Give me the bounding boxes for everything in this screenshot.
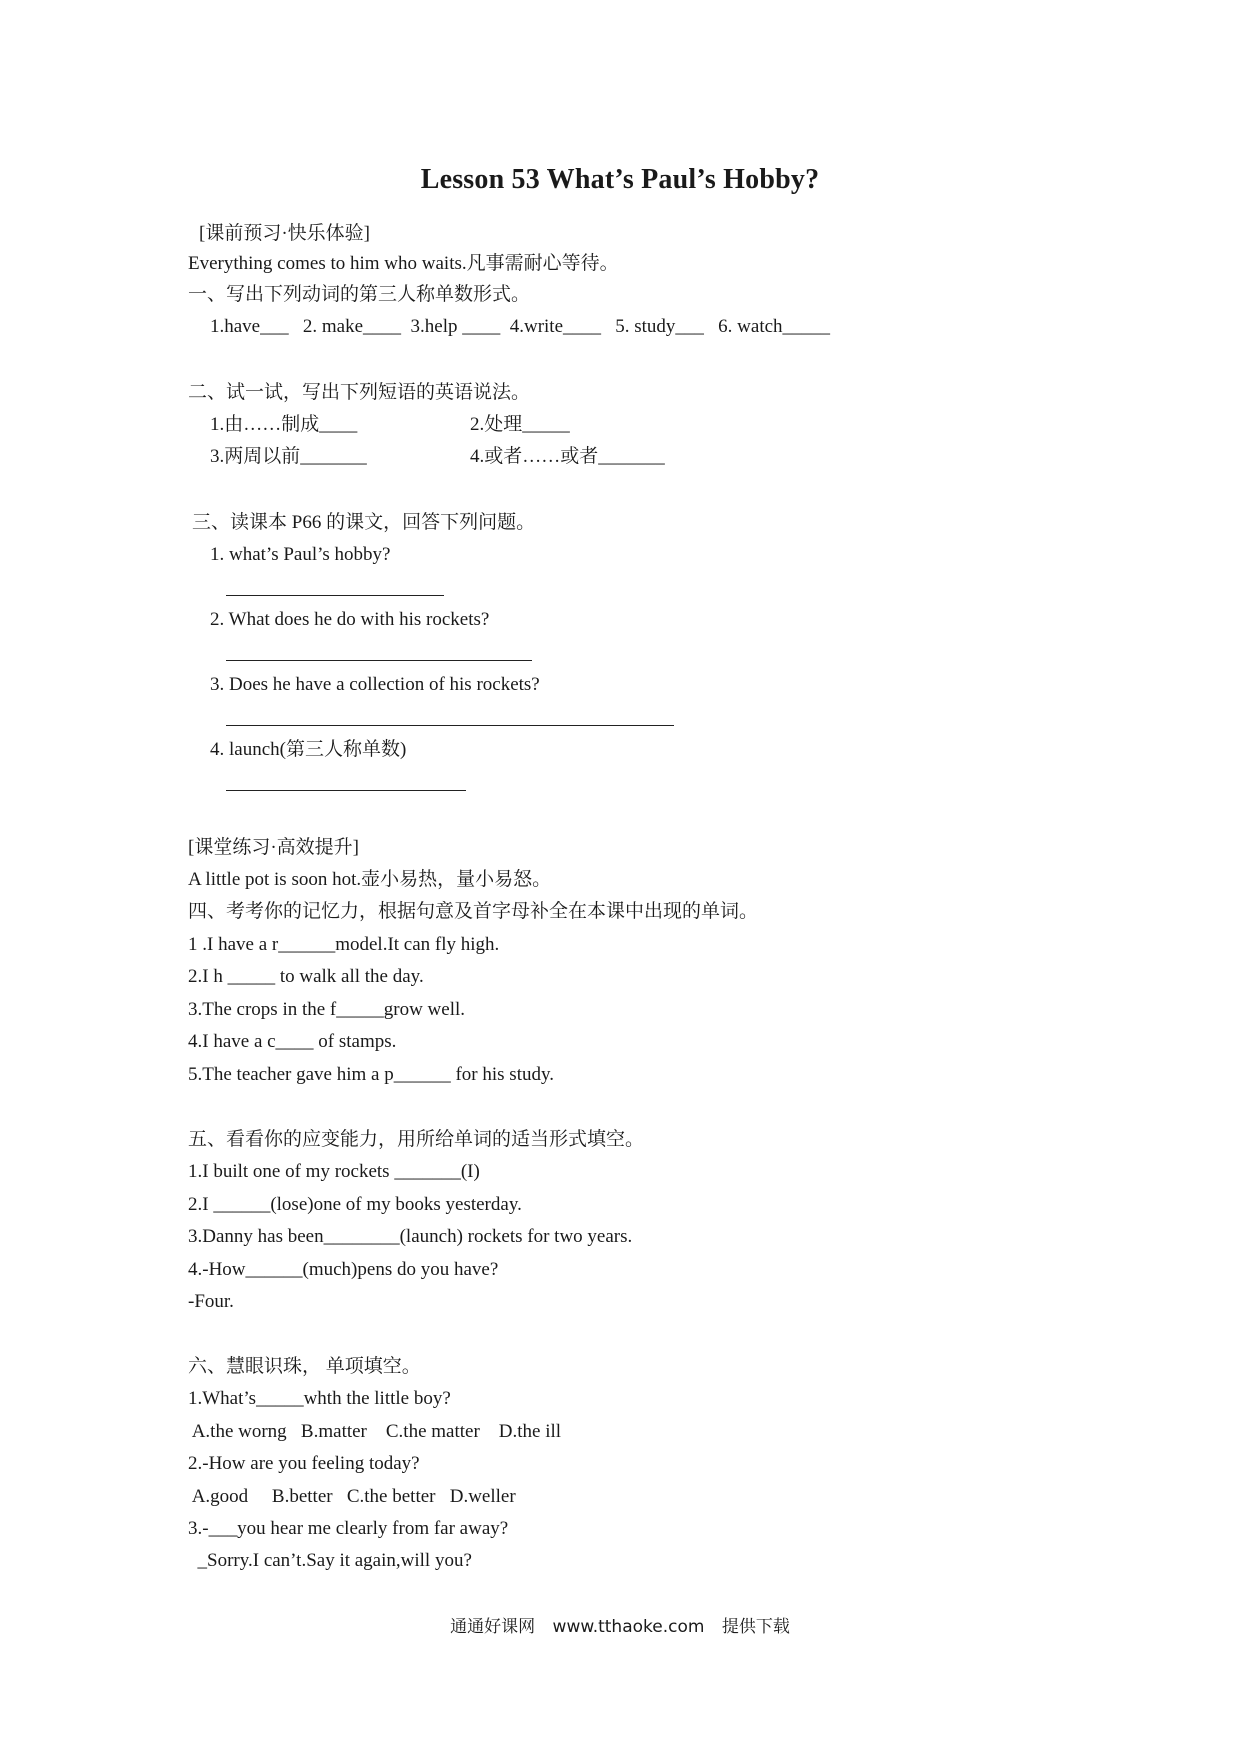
section-4-item: 5.The teacher gave him a p______ for his study. — [188, 1064, 555, 1085]
section-1-title: 一、写出下列动词的第三人称单数形式。 — [188, 284, 531, 305]
section-3-question-4: 4. launch(第三人称单数) — [210, 739, 407, 760]
section-6-line: A.the worng B.matter C.the matter D.the ill — [188, 1421, 562, 1442]
section-4-title: 四、考考你的记忆力，根据句意及首字母补全在本课中出现的单词。 — [188, 901, 759, 922]
section-5-item: -Four. — [188, 1291, 234, 1312]
answer-line-1 — [226, 595, 444, 596]
page-title: Lesson 53 What’s Paul’s Hobby? — [420, 164, 820, 195]
answer-line-2 — [226, 660, 532, 661]
section-2-item-1: 1.由……制成____ — [210, 414, 358, 435]
section-6-line: _Sorry.I can’t.Say it again,will you? — [188, 1550, 472, 1571]
motto-pre-class: Everything comes to him who waits.凡事需耐心等待。 — [188, 253, 619, 274]
section-6-line: 2.-How are you feeling today? — [188, 1453, 420, 1474]
section-4-item: 3.The crops in the f_____grow well. — [188, 999, 466, 1020]
section-5-title: 五、看看你的应变能力，用所给单词的适当形式填空。 — [188, 1129, 645, 1150]
section-6-line: 3.-___you hear me clearly from far away? — [188, 1518, 509, 1539]
section-1-items: 1.have___ 2. make____ 3.help ____ 4.write____ 5. study___ 6. watch_____ — [210, 316, 831, 337]
section-5-item: 1.I built one of my rockets _______(I) — [188, 1161, 480, 1182]
section-2-item-2: 2.处理_____ — [470, 414, 570, 435]
section-3-question-3: 3. Does he have a collection of his rockets? — [210, 674, 540, 695]
section-heading-in-class: [课堂练习·高效提升] — [188, 837, 359, 858]
section-4-item: 4.I have a c____ of stamps. — [188, 1031, 397, 1052]
section-6-title: 六、慧眼识珠， 单项填空。 — [188, 1356, 421, 1377]
section-5-item: 4.-How______(much)pens do you have? — [188, 1259, 499, 1280]
section-3-title: 三、读课本 P66 的课文，回答下列问题。 — [192, 512, 536, 533]
section-5-item: 3.Danny has been________(launch) rockets for two years. — [188, 1226, 633, 1247]
footer-url[interactable]: www.tthaoke.com — [552, 1617, 705, 1637]
section-5-item: 2.I ______(lose)one of my books yesterday. — [188, 1194, 522, 1215]
section-3-question-2: 2. What does he do with his rockets? — [210, 609, 490, 630]
section-2-item-4: 4.或者……或者_______ — [470, 446, 665, 467]
section-6-line: A.good B.better C.the better D.weller — [188, 1486, 516, 1507]
section-2-item-3: 3.两周以前_______ — [210, 446, 367, 467]
section-4-item: 2.I h _____ to walk all the day. — [188, 966, 424, 987]
answer-line-4 — [226, 790, 466, 791]
section-heading-pre-class: [课前预习·快乐体验] — [199, 223, 370, 244]
section-6-line: 1.What’s_____whth the little boy? — [188, 1388, 451, 1409]
motto-in-class: A little pot is soon hot.壶小易热，量小易怒。 — [188, 869, 552, 890]
answer-line-3 — [226, 725, 674, 726]
footer-site-name: 通通好课网 — [450, 1617, 536, 1637]
section-3-question-1: 1. what’s Paul’s hobby? — [210, 544, 391, 565]
section-4-item: 1 .I have a r______model.It can fly high. — [188, 934, 500, 955]
page-footer — [0, 1612, 1240, 1637]
section-2-title: 二、试一试，写出下列短语的英语说法。 — [188, 382, 531, 403]
footer-suffix: 提供下载 — [721, 1617, 790, 1637]
